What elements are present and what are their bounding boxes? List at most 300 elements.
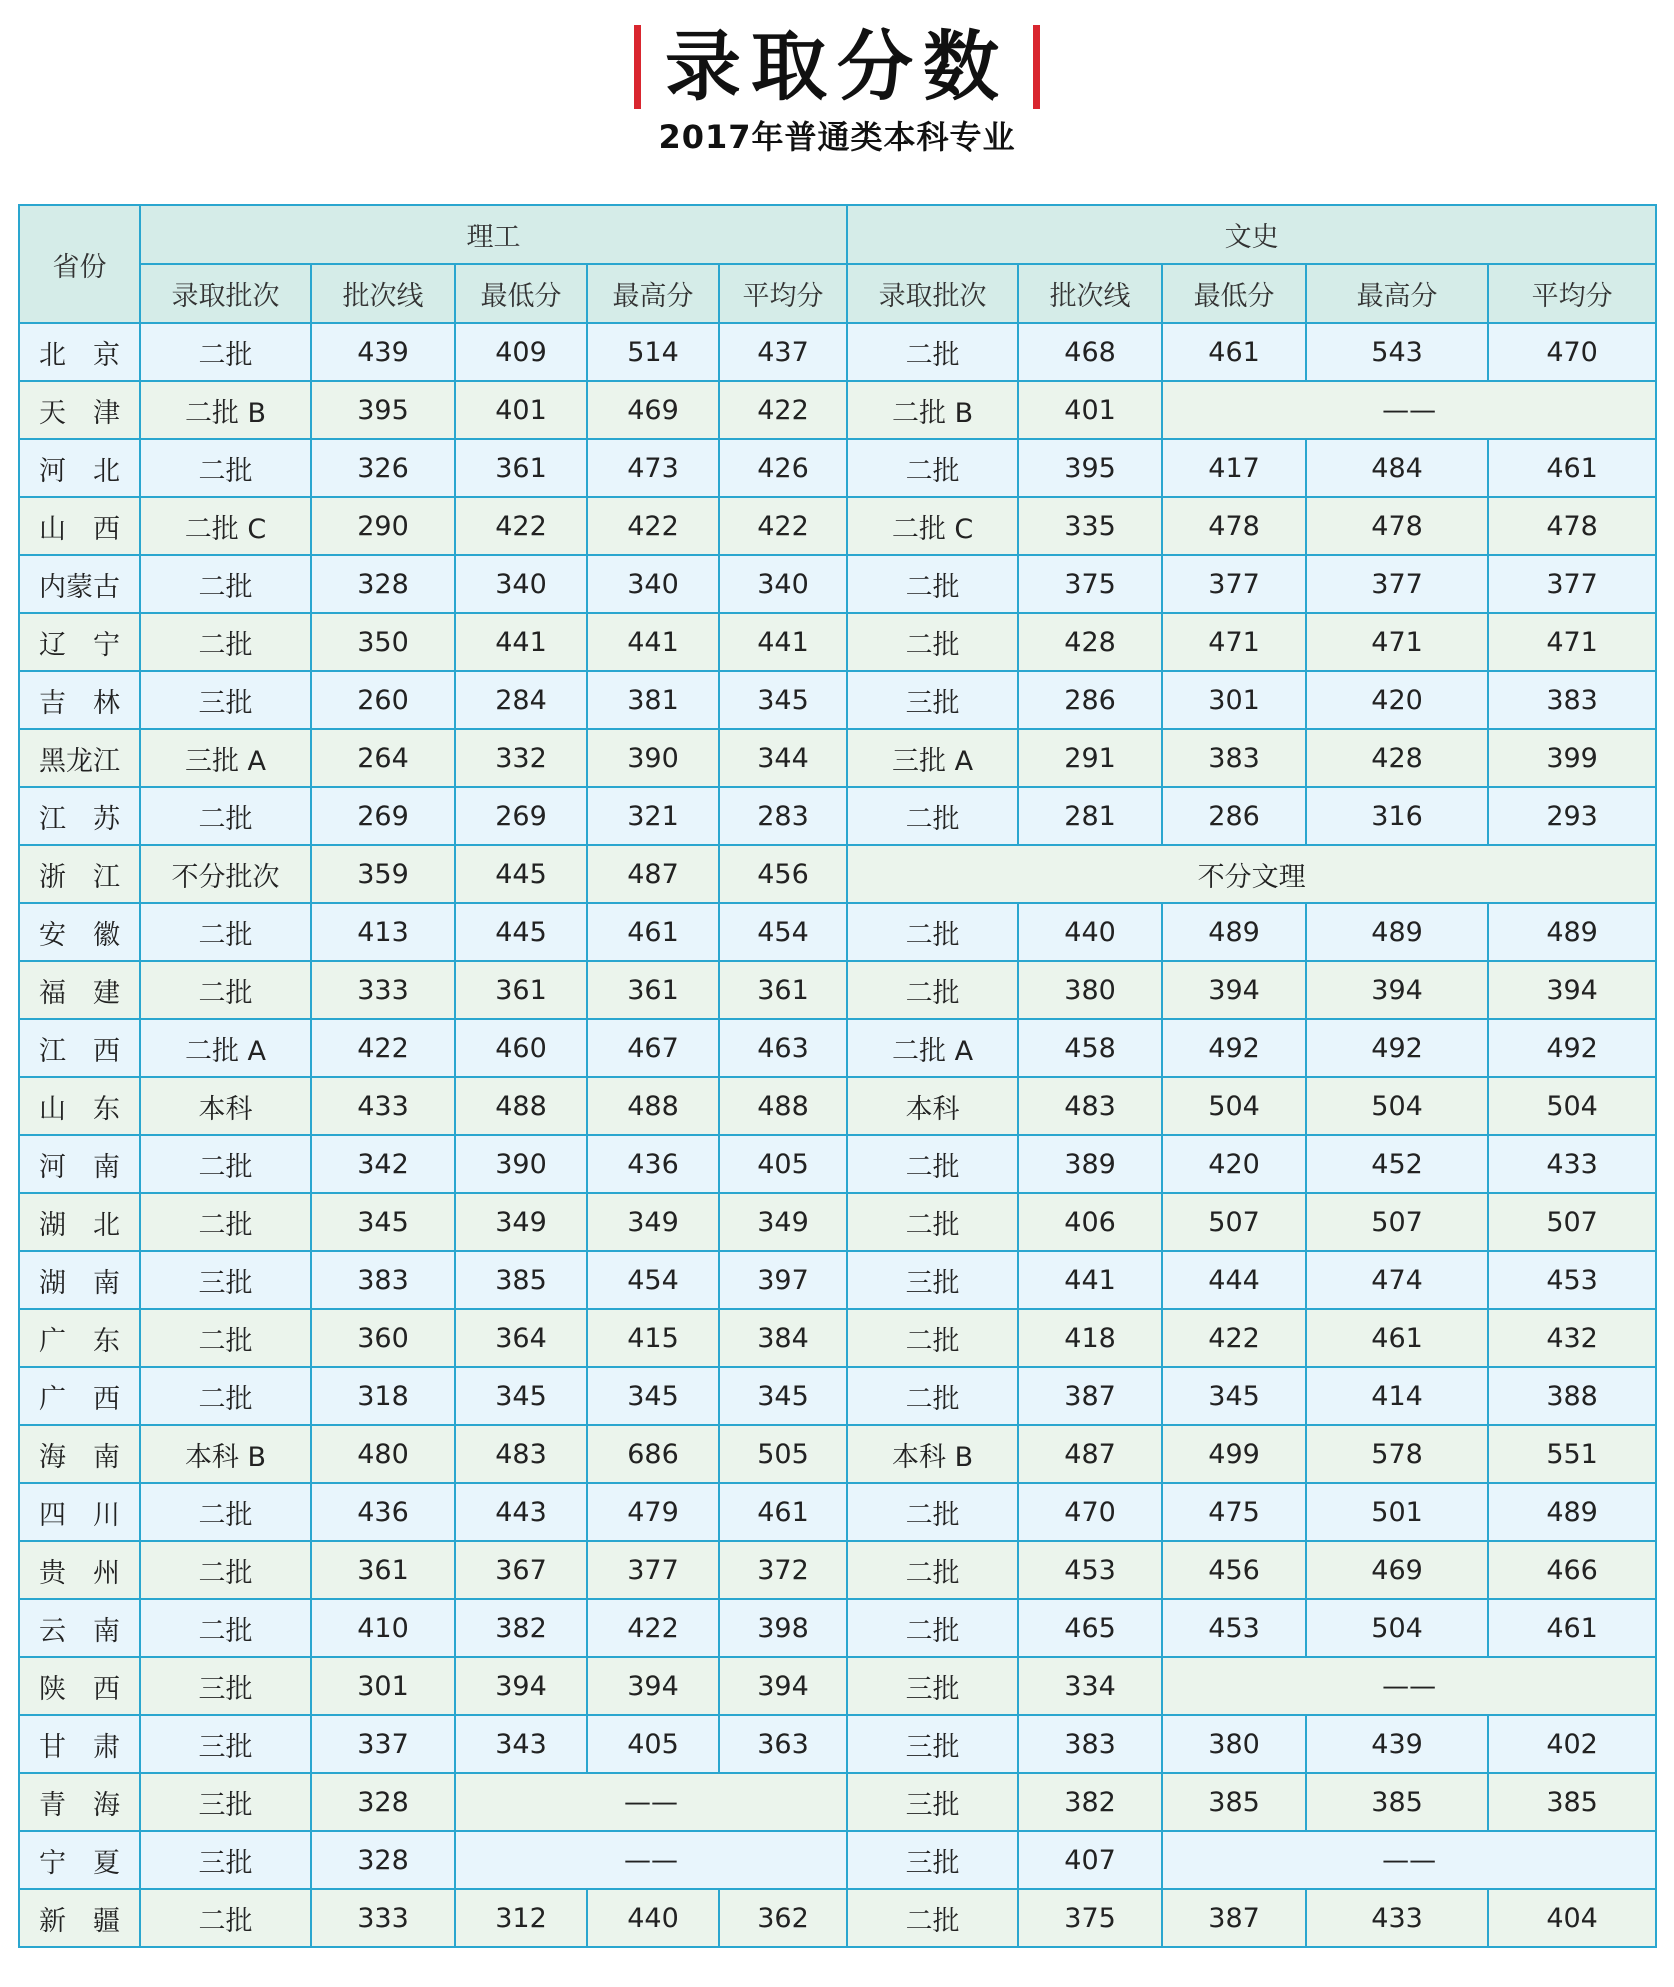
scores-table (18, 204, 1657, 1948)
sci-max-cell: 686 (587, 1425, 719, 1483)
sci-max-cell: 340 (587, 555, 719, 613)
lib-batch-line-cell: 458 (1018, 1019, 1162, 1077)
lib-min-cell: 387 (1162, 1889, 1306, 1947)
sci-batch-line-cell: 260 (311, 671, 455, 729)
province-header: 省份 (19, 205, 140, 323)
sci-min-cell: 443 (455, 1483, 587, 1541)
sci-batch-line-cell: 410 (311, 1599, 455, 1657)
province-cell: 陕 西 (19, 1657, 140, 1715)
sci-avg-cell: 454 (719, 903, 847, 961)
table-row (19, 1309, 1656, 1367)
lib-avg-cell: 461 (1488, 439, 1656, 497)
sci-batch-cell: 本科 (140, 1077, 311, 1135)
sci-max-cell: 479 (587, 1483, 719, 1541)
province-cell: 广 东 (19, 1309, 140, 1367)
sci-batch-line-cell: 290 (311, 497, 455, 555)
sci-batch-line-cell: 350 (311, 613, 455, 671)
sci-batch-cell: 二批 (140, 439, 311, 497)
sci-avg-cell: 505 (719, 1425, 847, 1483)
lib-max-cell: 507 (1306, 1193, 1488, 1251)
sci-avg-cell: 437 (719, 323, 847, 381)
sci-batch-cell: 二批 (140, 323, 311, 381)
lib-min-cell: 380 (1162, 1715, 1306, 1773)
sci-min-cell: 390 (455, 1135, 587, 1193)
sci-batch-line-cell: 333 (311, 1889, 455, 1947)
sci-batch-line-cell: 383 (311, 1251, 455, 1309)
sci-min-cell: 483 (455, 1425, 587, 1483)
lib-batch-cell: 二批 (847, 1599, 1018, 1657)
table-row (19, 729, 1656, 787)
sci-batch-line-cell: 413 (311, 903, 455, 961)
lib-avg-cell: 507 (1488, 1193, 1656, 1251)
lib-avg-cell: 470 (1488, 323, 1656, 381)
lib-batch-cell: 二批 (847, 961, 1018, 1019)
sci-batch-cell: 二批 (140, 787, 311, 845)
province-cell: 安 徽 (19, 903, 140, 961)
sci-min-cell: 361 (455, 439, 587, 497)
province-cell: 青 海 (19, 1773, 140, 1831)
sci-avg-cell: 405 (719, 1135, 847, 1193)
sci-min-cell: 340 (455, 555, 587, 613)
lib-min-cell: 471 (1162, 613, 1306, 671)
title-block (0, 22, 1674, 112)
lib-batch-line-cell: 389 (1018, 1135, 1162, 1193)
lib-batch-cell: 三批 A (847, 729, 1018, 787)
lib-batch-line-cell: 334 (1018, 1657, 1162, 1715)
lib-batch-line-cell: 375 (1018, 1889, 1162, 1947)
table-row (19, 1367, 1656, 1425)
lib-min-cell: 377 (1162, 555, 1306, 613)
lib-batch-line-cell: 383 (1018, 1715, 1162, 1773)
sci-min-cell: 367 (455, 1541, 587, 1599)
table-row (19, 1773, 1656, 1831)
sci-min-cell: 269 (455, 787, 587, 845)
sci-avg-cell: 398 (719, 1599, 847, 1657)
lib-max-cell: 439 (1306, 1715, 1488, 1773)
col-header-batch-line: 批次线 (1018, 264, 1162, 323)
sci-avg-cell: 461 (719, 1483, 847, 1541)
table-row (19, 1599, 1656, 1657)
sci-batch-line-cell: 318 (311, 1367, 455, 1425)
sci-min-cell: 284 (455, 671, 587, 729)
lib-batch-cell: 二批 (847, 903, 1018, 961)
lib-max-cell: 504 (1306, 1599, 1488, 1657)
table-row (19, 555, 1656, 613)
province-cell: 四 川 (19, 1483, 140, 1541)
lib-max-cell: 543 (1306, 323, 1488, 381)
sci-batch-cell: 二批 (140, 1483, 311, 1541)
lib-batch-cell: 三批 (847, 1831, 1018, 1889)
lib-max-cell: 492 (1306, 1019, 1488, 1077)
province-cell: 浙 江 (19, 845, 140, 903)
lib-avg-cell: 383 (1488, 671, 1656, 729)
table-row (19, 381, 1656, 439)
sci-batch-line-cell: 342 (311, 1135, 455, 1193)
lib-min-cell: 507 (1162, 1193, 1306, 1251)
lib-batch-cell: 二批 (847, 1483, 1018, 1541)
sci-batch-line-cell: 328 (311, 1831, 455, 1889)
sci-min-cell: 488 (455, 1077, 587, 1135)
sci-batch-line-cell: 328 (311, 1773, 455, 1831)
province-cell: 内蒙古 (19, 555, 140, 613)
sci-max-cell: 422 (587, 1599, 719, 1657)
sci-max-cell: 390 (587, 729, 719, 787)
sci-avg-cell: 372 (719, 1541, 847, 1599)
lib-max-cell: 474 (1306, 1251, 1488, 1309)
lib-avg-cell: 394 (1488, 961, 1656, 1019)
sci-batch-line-cell: 395 (311, 381, 455, 439)
lib-max-cell: 504 (1306, 1077, 1488, 1135)
sci-batch-cell: 二批 (140, 1889, 311, 1947)
province-cell: 辽 宁 (19, 613, 140, 671)
province-cell: 新 疆 (19, 1889, 140, 1947)
header-row-columns (19, 264, 1656, 323)
lib-avg-cell: 399 (1488, 729, 1656, 787)
sci-batch-line-cell: 422 (311, 1019, 455, 1077)
sci-batch-cell: 三批 (140, 1715, 311, 1773)
lib-batch-cell: 二批 (847, 1193, 1018, 1251)
province-cell: 山 东 (19, 1077, 140, 1135)
table-row (19, 613, 1656, 671)
sci-batch-cell: 三批 (140, 1657, 311, 1715)
sci-batch-cell: 二批 (140, 961, 311, 1019)
sci-max-cell: 394 (587, 1657, 719, 1715)
title-bar-right (1033, 25, 1040, 109)
province-cell: 福 建 (19, 961, 140, 1019)
lib-batch-line-cell: 395 (1018, 439, 1162, 497)
lib-batch-cell: 三批 (847, 671, 1018, 729)
province-cell: 天 津 (19, 381, 140, 439)
sci-batch-cell: 二批 (140, 1599, 311, 1657)
lib-avg-cell: 433 (1488, 1135, 1656, 1193)
table-row (19, 1077, 1656, 1135)
sci-min-cell: 460 (455, 1019, 587, 1077)
lib-min-cell: 385 (1162, 1773, 1306, 1831)
sci-max-cell: 441 (587, 613, 719, 671)
sci-batch-line-cell: 345 (311, 1193, 455, 1251)
sci-batch-cell: 二批 (140, 1367, 311, 1425)
lib-min-cell: 453 (1162, 1599, 1306, 1657)
sci-batch-line-cell: 326 (311, 439, 455, 497)
sci-empty-cell: —— (455, 1773, 847, 1831)
lib-min-cell: 478 (1162, 497, 1306, 555)
lib-avg-cell: 489 (1488, 903, 1656, 961)
province-cell: 北 京 (19, 323, 140, 381)
table-row (19, 845, 1656, 903)
lib-max-cell: 420 (1306, 671, 1488, 729)
sci-max-cell: 381 (587, 671, 719, 729)
sci-min-cell: 349 (455, 1193, 587, 1251)
sci-batch-line-cell: 337 (311, 1715, 455, 1773)
lib-min-cell: 499 (1162, 1425, 1306, 1483)
lib-avg-cell: 402 (1488, 1715, 1656, 1773)
sci-min-cell: 445 (455, 903, 587, 961)
lib-batch-cell: 二批 B (847, 381, 1018, 439)
lib-batch-cell: 二批 (847, 555, 1018, 613)
lib-batch-line-cell: 470 (1018, 1483, 1162, 1541)
sci-max-cell: 377 (587, 1541, 719, 1599)
sci-max-cell: 461 (587, 903, 719, 961)
table-row (19, 439, 1656, 497)
sci-batch-line-cell: 361 (311, 1541, 455, 1599)
lib-min-cell: 461 (1162, 323, 1306, 381)
lib-avg-cell: 471 (1488, 613, 1656, 671)
sci-batch-line-cell: 328 (311, 555, 455, 613)
lib-max-cell: 377 (1306, 555, 1488, 613)
province-cell: 黑龙江 (19, 729, 140, 787)
sci-min-cell: 361 (455, 961, 587, 1019)
province-cell: 云 南 (19, 1599, 140, 1657)
lib-batch-cell: 三批 (847, 1251, 1018, 1309)
lib-min-cell: 420 (1162, 1135, 1306, 1193)
lib-max-cell: 394 (1306, 961, 1488, 1019)
table-row (19, 787, 1656, 845)
lib-min-cell: 301 (1162, 671, 1306, 729)
lib-min-cell: 422 (1162, 1309, 1306, 1367)
lib-avg-cell: 432 (1488, 1309, 1656, 1367)
lib-avg-cell: 478 (1488, 497, 1656, 555)
province-cell: 贵 州 (19, 1541, 140, 1599)
sci-max-cell: 440 (587, 1889, 719, 1947)
table-row (19, 497, 1656, 555)
province-cell: 海 南 (19, 1425, 140, 1483)
sci-avg-cell: 345 (719, 1367, 847, 1425)
sci-max-cell: 488 (587, 1077, 719, 1135)
province-cell: 湖 南 (19, 1251, 140, 1309)
sci-avg-cell: 426 (719, 439, 847, 497)
sci-batch-cell: 三批 A (140, 729, 311, 787)
sci-avg-cell: 422 (719, 381, 847, 439)
lib-batch-line-cell: 483 (1018, 1077, 1162, 1135)
lib-batch-cell: 二批 (847, 1135, 1018, 1193)
lib-batch-cell: 二批 (847, 1367, 1018, 1425)
sci-batch-line-cell: 480 (311, 1425, 455, 1483)
province-cell: 河 北 (19, 439, 140, 497)
lib-min-cell: 417 (1162, 439, 1306, 497)
lib-batch-line-cell: 380 (1018, 961, 1162, 1019)
sci-max-cell: 469 (587, 381, 719, 439)
col-header-min: 最低分 (1162, 264, 1306, 323)
lib-max-cell: 461 (1306, 1309, 1488, 1367)
sci-min-cell: 345 (455, 1367, 587, 1425)
lib-batch-line-cell: 387 (1018, 1367, 1162, 1425)
sci-batch-cell: 二批 (140, 1541, 311, 1599)
sci-min-cell: 343 (455, 1715, 587, 1773)
sci-avg-cell: 463 (719, 1019, 847, 1077)
sci-max-cell: 405 (587, 1715, 719, 1773)
lib-batch-line-cell: 428 (1018, 613, 1162, 671)
lib-max-cell: 385 (1306, 1773, 1488, 1831)
sci-batch-cell: 三批 (140, 1251, 311, 1309)
sci-batch-cell: 三批 (140, 671, 311, 729)
col-header-batch: 录取批次 (847, 264, 1018, 323)
sci-max-cell: 321 (587, 787, 719, 845)
lib-min-cell: 383 (1162, 729, 1306, 787)
lib-avg-cell: 466 (1488, 1541, 1656, 1599)
sci-max-cell: 467 (587, 1019, 719, 1077)
lib-max-cell: 428 (1306, 729, 1488, 787)
province-cell: 甘 肃 (19, 1715, 140, 1773)
lib-avg-cell: 377 (1488, 555, 1656, 613)
lib-batch-cell: 三批 (847, 1715, 1018, 1773)
table-row (19, 1251, 1656, 1309)
lib-max-cell: 469 (1306, 1541, 1488, 1599)
sci-avg-cell: 441 (719, 613, 847, 671)
sci-batch-cell: 三批 (140, 1773, 311, 1831)
province-cell: 湖 北 (19, 1193, 140, 1251)
sci-avg-cell: 349 (719, 1193, 847, 1251)
table-row (19, 1715, 1656, 1773)
col-header-avg: 平均分 (1488, 264, 1656, 323)
lib-batch-line-cell: 281 (1018, 787, 1162, 845)
table-row (19, 1831, 1656, 1889)
sci-avg-cell: 456 (719, 845, 847, 903)
province-cell: 河 南 (19, 1135, 140, 1193)
lib-min-cell: 475 (1162, 1483, 1306, 1541)
province-cell: 广 西 (19, 1367, 140, 1425)
sci-max-cell: 349 (587, 1193, 719, 1251)
sci-min-cell: 401 (455, 381, 587, 439)
sci-batch-line-cell: 301 (311, 1657, 455, 1715)
col-header-avg: 平均分 (719, 264, 847, 323)
lib-batch-line-cell: 440 (1018, 903, 1162, 961)
table-row (19, 903, 1656, 961)
lib-batch-cell: 三批 (847, 1657, 1018, 1715)
sci-batch-cell: 二批 (140, 555, 311, 613)
lib-batch-cell: 本科 B (847, 1425, 1018, 1483)
sci-avg-cell: 345 (719, 671, 847, 729)
lib-batch-line-cell: 382 (1018, 1773, 1162, 1831)
lib-max-cell: 501 (1306, 1483, 1488, 1541)
lib-batch-line-cell: 468 (1018, 323, 1162, 381)
col-header-batch-line: 批次线 (311, 264, 455, 323)
page-title: 录取分数 (665, 22, 1009, 111)
page-subtitle: 2017年普通类本科专业 (658, 118, 1016, 156)
sci-min-cell: 441 (455, 613, 587, 671)
sci-batch-cell: 二批 A (140, 1019, 311, 1077)
sci-batch-cell: 二批 (140, 1309, 311, 1367)
sci-min-cell: 364 (455, 1309, 587, 1367)
sci-min-cell: 332 (455, 729, 587, 787)
lib-batch-cell: 二批 C (847, 497, 1018, 555)
sci-batch-line-cell: 439 (311, 323, 455, 381)
lib-batch-line-cell: 487 (1018, 1425, 1162, 1483)
table-row (19, 1541, 1656, 1599)
lib-avg-cell: 504 (1488, 1077, 1656, 1135)
lib-batch-cell: 二批 (847, 1889, 1018, 1947)
lib-batch-cell: 本科 (847, 1077, 1018, 1135)
table-row (19, 1019, 1656, 1077)
sci-avg-cell: 340 (719, 555, 847, 613)
sci-batch-cell: 二批 (140, 903, 311, 961)
lib-batch-line-cell: 375 (1018, 555, 1162, 613)
lib-empty-cell: —— (1162, 1831, 1656, 1889)
table-row (19, 961, 1656, 1019)
province-cell: 吉 林 (19, 671, 140, 729)
col-header-batch: 录取批次 (140, 264, 311, 323)
lib-avg-cell: 453 (1488, 1251, 1656, 1309)
sci-batch-line-cell: 436 (311, 1483, 455, 1541)
sci-avg-cell: 397 (719, 1251, 847, 1309)
sci-max-cell: 345 (587, 1367, 719, 1425)
lib-batch-line-cell: 401 (1018, 381, 1162, 439)
lib-batch-cell: 二批 (847, 323, 1018, 381)
lib-max-cell: 433 (1306, 1889, 1488, 1947)
sci-avg-cell: 394 (719, 1657, 847, 1715)
table-row (19, 1135, 1656, 1193)
sci-batch-cell: 二批 (140, 1135, 311, 1193)
lib-max-cell: 471 (1306, 613, 1488, 671)
table-row (19, 1425, 1656, 1483)
sci-batch-cell: 本科 B (140, 1425, 311, 1483)
sci-avg-cell: 361 (719, 961, 847, 1019)
group-header-liberal: 文史 (847, 205, 1656, 264)
lib-min-cell: 394 (1162, 961, 1306, 1019)
sci-empty-cell: —— (455, 1831, 847, 1889)
table-row (19, 323, 1656, 381)
lib-avg-cell: 492 (1488, 1019, 1656, 1077)
province-cell: 宁 夏 (19, 1831, 140, 1889)
lib-batch-line-cell: 407 (1018, 1831, 1162, 1889)
col-header-min: 最低分 (455, 264, 587, 323)
lib-batch-line-cell: 441 (1018, 1251, 1162, 1309)
lib-batch-line-cell: 453 (1018, 1541, 1162, 1599)
lib-max-cell: 478 (1306, 497, 1488, 555)
sci-max-cell: 415 (587, 1309, 719, 1367)
lib-avg-cell: 388 (1488, 1367, 1656, 1425)
sci-min-cell: 409 (455, 323, 587, 381)
sci-batch-cell: 三批 (140, 1831, 311, 1889)
table-row (19, 1657, 1656, 1715)
sci-batch-cell: 二批 C (140, 497, 311, 555)
lib-max-cell: 489 (1306, 903, 1488, 961)
lib-max-cell: 414 (1306, 1367, 1488, 1425)
lib-batch-cell: 二批 (847, 1541, 1018, 1599)
sci-min-cell: 394 (455, 1657, 587, 1715)
lib-batch-cell: 二批 (847, 787, 1018, 845)
lib-batch-cell: 二批 (847, 439, 1018, 497)
sci-max-cell: 361 (587, 961, 719, 1019)
lib-batch-line-cell: 406 (1018, 1193, 1162, 1251)
col-header-max: 最高分 (1306, 264, 1488, 323)
header-row-groups (19, 205, 1656, 264)
lib-batch-cell: 二批 (847, 1309, 1018, 1367)
lib-min-cell: 489 (1162, 903, 1306, 961)
province-cell: 江 苏 (19, 787, 140, 845)
sci-max-cell: 473 (587, 439, 719, 497)
sci-avg-cell: 422 (719, 497, 847, 555)
sci-avg-cell: 283 (719, 787, 847, 845)
table-row (19, 1193, 1656, 1251)
sci-batch-line-cell: 359 (311, 845, 455, 903)
lib-batch-line-cell: 418 (1018, 1309, 1162, 1367)
lib-batch-cell: 二批 (847, 613, 1018, 671)
lib-batch-line-cell: 465 (1018, 1599, 1162, 1657)
lib-empty-cell: —— (1162, 381, 1656, 439)
lib-min-cell: 286 (1162, 787, 1306, 845)
lib-avg-cell: 293 (1488, 787, 1656, 845)
lib-max-cell: 578 (1306, 1425, 1488, 1483)
table-body (19, 323, 1656, 1947)
sci-avg-cell: 384 (719, 1309, 847, 1367)
sci-batch-cell: 二批 (140, 1193, 311, 1251)
sci-batch-line-cell: 433 (311, 1077, 455, 1135)
lib-max-cell: 452 (1306, 1135, 1488, 1193)
sci-max-cell: 454 (587, 1251, 719, 1309)
lib-max-cell: 316 (1306, 787, 1488, 845)
col-header-max: 最高分 (587, 264, 719, 323)
lib-avg-cell: 551 (1488, 1425, 1656, 1483)
